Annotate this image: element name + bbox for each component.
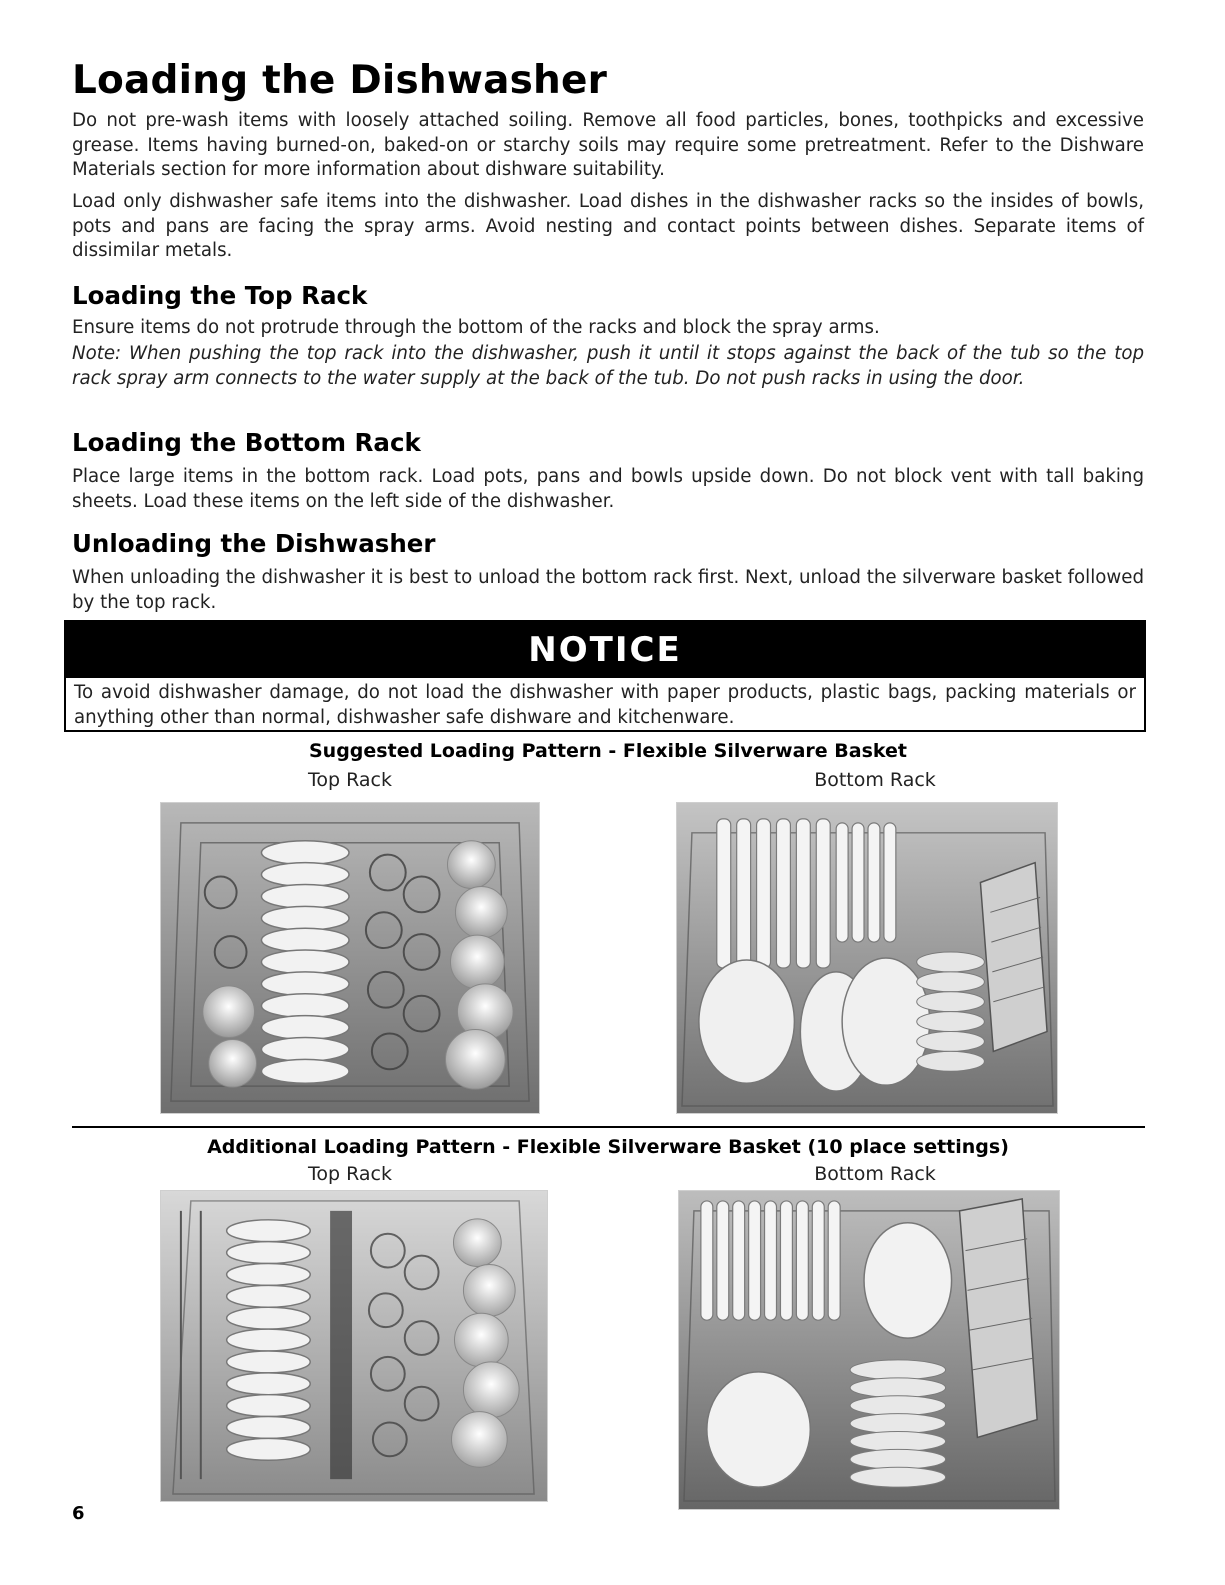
notice-text: To avoid dishwasher damage, do not load the dishwasher with paper products, plastic bags, packing materials or anything other than normal, dishwasher safe dishware and kitchenware. [74, 682, 1136, 728]
top-rack-text: Ensure items do not protrude through the bottom of the racks and block the spray arms. [72, 317, 880, 338]
suggested-bottom-rack-label: Bottom Rack [814, 769, 936, 791]
section-divider [72, 1126, 1145, 1128]
top-rack-heading: Loading the Top Rack [72, 281, 368, 310]
unloading-text: When unloading the dishwasher it is best to unload the bottom rack first. Next, unload the silverware basket followed by the top rack. [72, 567, 1144, 613]
page-title: Loading the Dishwasher [72, 58, 608, 103]
suggested-bottom-rack-photo [676, 802, 1058, 1114]
notice-label: NOTICE [66, 622, 1144, 678]
top-rack-note: Note: When pushing the top rack into the dishwasher, push it until it stops against the back of the tub so the top rack spray arm connects to the water supply at the back of the tub. Do not push racks in using the door. [72, 343, 1144, 389]
additional-bottom-rack-photo [678, 1190, 1060, 1510]
page-number: 6 [72, 1503, 85, 1524]
bottom-rack-text: Place large items in the bottom rack. Load pots, pans and bowls upside down. Do not block vent with tall baking sheets. Load these items on the left side of the dishwasher. [72, 466, 1144, 512]
intro-paragraph-2: Load only dishwasher safe items into the dishwasher. Load dishes in the dishwasher racks so the insides of bowls, pots and pans are facing the spray arms. Avoid nesting and contact points between dishes. Separate items of dissimilar metals. [72, 191, 1144, 262]
intro-paragraph-1: Do not pre-wash items with loosely attached soiling. Remove all food particles, bones, toothpicks and excessive grease. Items having burned-on, baked-on or starchy soils may require some pretreatment. Refer to the Dishware Materials section for more information about dishware suitability. [72, 110, 1144, 181]
additional-bottom-rack-label: Bottom Rack [814, 1163, 936, 1185]
notice-box [64, 620, 1146, 732]
additional-top-rack-photo [160, 1190, 548, 1502]
additional-top-rack-label: Top Rack [308, 1163, 392, 1185]
bottom-rack-heading: Loading the Bottom Rack [72, 428, 421, 457]
suggested-top-rack-photo [160, 802, 540, 1114]
suggested-top-rack-label: Top Rack [308, 769, 392, 791]
unloading-heading: Unloading the Dishwasher [72, 529, 436, 558]
additional-pattern-title: Additional Loading Pattern - Flexible Silverware Basket (10 place settings) [207, 1136, 1009, 1158]
suggested-pattern-title: Suggested Loading Pattern - Flexible Silverware Basket [309, 740, 907, 762]
